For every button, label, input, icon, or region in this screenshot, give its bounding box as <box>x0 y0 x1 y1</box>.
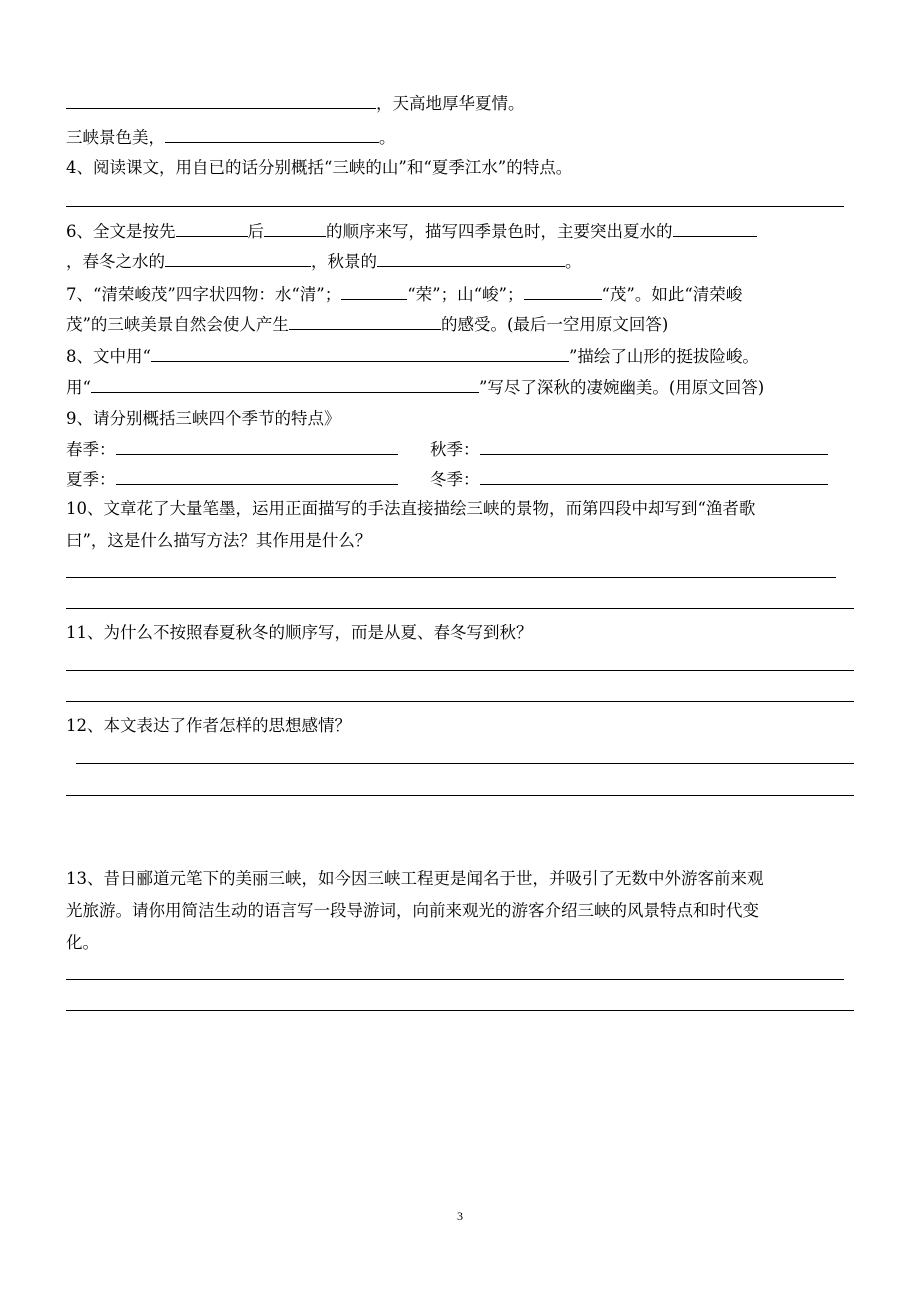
answer-blank[interactable] <box>480 468 828 485</box>
answer-blank[interactable] <box>116 468 398 485</box>
answer-blank[interactable] <box>377 250 565 267</box>
season-winter: 冬季： <box>430 468 828 491</box>
answer-blank[interactable] <box>165 126 379 143</box>
question-9: 9、请分别概括三峡四个季节的特点》 <box>66 409 341 428</box>
question-7-line-2: 茂”的三峡美景自然会使人产生 的感受。(最后一空用原文回答) <box>66 315 669 334</box>
answer-line[interactable] <box>66 979 844 980</box>
answer-line[interactable] <box>66 577 836 578</box>
answer-blank[interactable] <box>289 313 441 330</box>
season-summer: 夏季： <box>66 468 398 491</box>
question-8-line-1: 8、文中用“ ”描绘了山形的挺拔险峻。 <box>66 347 759 366</box>
question-13-line-3: 化。 <box>66 933 99 952</box>
question-12: 12、本文表达了作者怎样的思想感情？ <box>66 716 351 735</box>
answer-blank[interactable] <box>264 220 326 237</box>
question-6-line-1: 6、全文是按先 后 的顺序来写，描写四季景色时，主要突出夏水的 <box>66 220 757 243</box>
fill-line-1: ，天高地厚华夏情。 <box>66 92 525 115</box>
question-8-line-2: 用“ ”写尽了深秋的凄婉幽美。(用原文回答) <box>66 378 765 397</box>
season-autumn: 秋季： <box>430 438 828 461</box>
answer-line[interactable] <box>66 701 854 702</box>
answer-line[interactable] <box>66 1010 854 1011</box>
fill-line-2: 三峡景色美， 。 <box>66 128 396 147</box>
answer-line[interactable] <box>66 206 844 207</box>
answer-blank[interactable] <box>151 345 569 362</box>
answer-blank[interactable] <box>480 438 828 455</box>
answer-blank[interactable] <box>165 250 311 267</box>
answer-line[interactable] <box>66 608 854 609</box>
question-10-line-1: 10、文章花了大量笔墨，运用正面描写的手法直接描绘三峡的景物，而第四段中却写到“渔者歌 <box>66 499 756 518</box>
page-number: 3 <box>457 1209 463 1223</box>
question-6-line-2: ，春冬之水的 ，秋景的 。 <box>66 252 582 271</box>
answer-line[interactable] <box>66 795 854 796</box>
answer-blank[interactable] <box>66 92 376 109</box>
question-13-line-1: 13、昔日郦道元笔下的美丽三峡，如今因三峡工程更是闻名于世，并吸引了无数中外游客前来观 <box>66 869 764 888</box>
answer-blank[interactable] <box>116 438 398 455</box>
question-11: 11、为什么不按照春夏秋冬的顺序写，而是从夏、春冬写到秋？ <box>66 623 533 642</box>
question-7-line-1: 7、“清荣峻茂”四字状四物：水“清”； “荣”；山“峻”； “茂”。如此“清荣峻 <box>66 285 743 304</box>
answer-line[interactable] <box>66 670 854 671</box>
answer-blank[interactable] <box>91 376 479 393</box>
answer-blank[interactable] <box>341 283 407 300</box>
question-4: 4、阅读课文，用自已的话分别概括“三峡的山”和“夏季江水”的特点。 <box>66 158 573 177</box>
answer-line[interactable] <box>76 763 854 764</box>
question-10-line-2: 曰”，这是什么描写方法？其作用是什么？ <box>66 531 372 550</box>
answer-blank[interactable] <box>176 220 248 237</box>
question-13-line-2: 光旅游。请你用简洁生动的语言写一段导游词，向前来观光的游客介绍三峡的风景特点和时代变 <box>66 901 759 920</box>
answer-blank[interactable] <box>673 220 757 237</box>
answer-blank[interactable] <box>524 283 602 300</box>
season-spring: 春季： <box>66 438 398 461</box>
